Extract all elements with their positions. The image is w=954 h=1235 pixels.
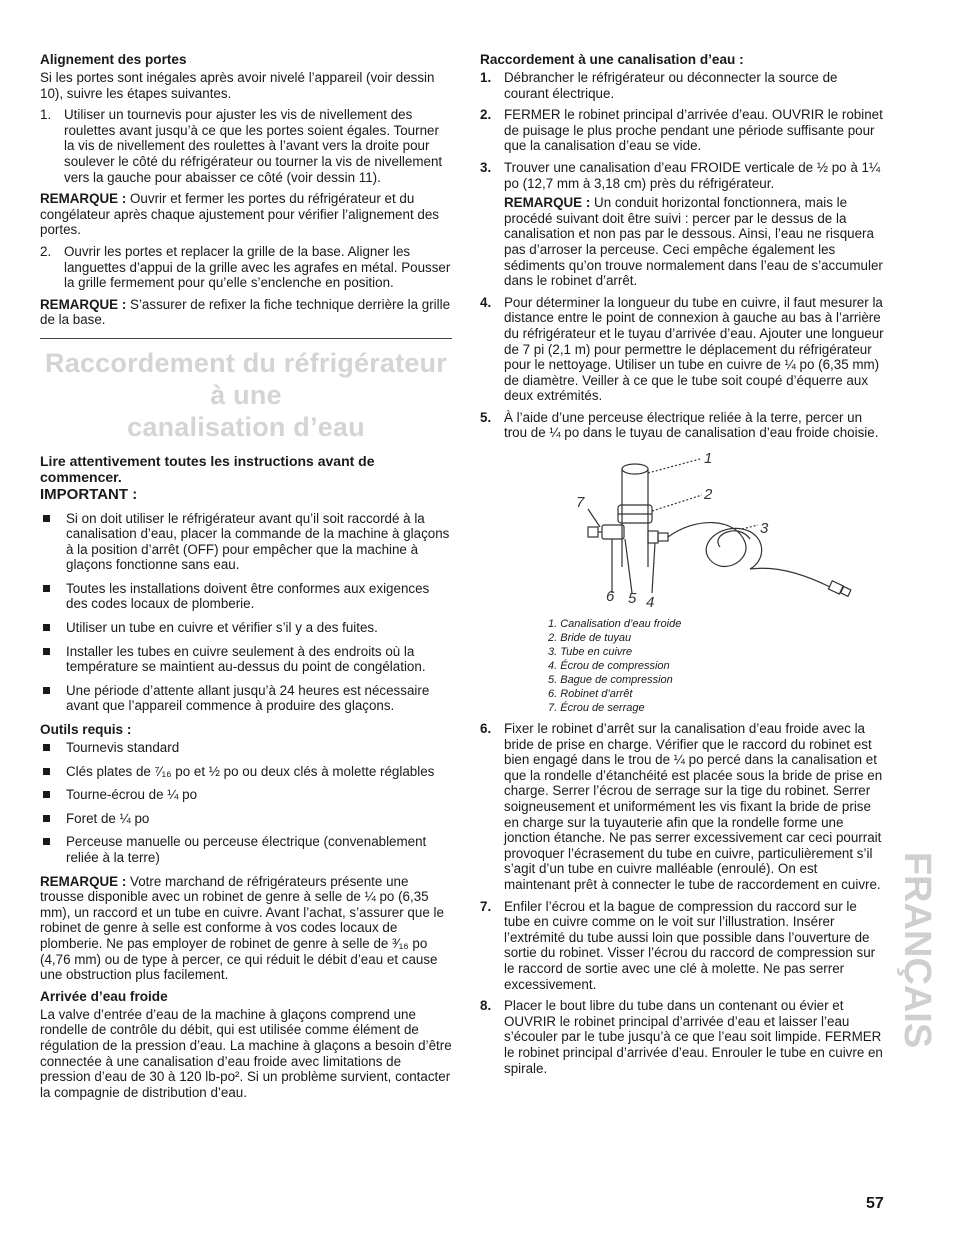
important-label: IMPORTANT : — [40, 485, 138, 503]
caption: 2. Bride de tuyau — [548, 632, 632, 645]
caption: 1. Canalisation d’eau froide — [548, 618, 682, 631]
figure-label: 1 — [704, 450, 713, 468]
alignment-steps-2 — [40, 244, 452, 291]
alignment-intro: Si les portes sont inégales après avoir nivelé l’appareil (voir dessin 10), suivre les étapes suivantes. — [40, 70, 435, 101]
list-item: 3. Trouver une canalisation d’eau FROIDE verticale de ½ po à 1¼ po (12,7 mm à 3,18 cm) près du réfrigérateur. REMARQUE : Un conduit horizontal fonctionnera, mais le procédé suivant doit être suivi : percer par le dessus de la canalisation et non pas par le dessous. Ainsi, l’eau ne risquera pas d’arroser la perceuse. Ceci empêche également les sédiments qu’on trouve normalement dans l’eau de s’accumuler dans le robinet d’arrêt. — [480, 159, 883, 289]
caption: 6. Robinet d’arrêt — [548, 688, 633, 701]
list-item: Installer les tubes en cuivre seulement à des endroits où la température se maintient au-dessus du point de congélation. — [40, 644, 452, 675]
alignment-steps — [40, 107, 452, 185]
side-tab-text: FRANÇAIS — [895, 851, 938, 1049]
important-list — [40, 511, 452, 715]
list-item: 1. Débrancher le réfrigérateur ou déconnecter la source de courant électrique. — [480, 70, 838, 101]
connection-steps-2 — [480, 721, 884, 1076]
list-item: 1. Utiliser un tournevis pour ajuster les vis de nivellement des roulettes avant jusqu’à ce que les portes soient égales. Tourner la vis de nivellement des roulettes à l’avant vers la droite pour soulever le côté du réfrigérateur ou tourner la vis de nivellement vers la gauche pour abaisser ce côté (voir dessin 11). — [40, 107, 443, 185]
list-item: 6. Fixer le robinet d’arrêt sur la canalisation d’eau froide avec la bride de prise en charge. Vérifier que le raccord du robinet est bien engagé dans le trou de ¼ po percé dans la canalisation et que la rondelle d’étanchéité est placée sous la bride de prise en charge. Serrer l’écrou de serrage sur la tige du robinet. Serrer soigneusement et uniformément les vis fixant la bride de prise en charge sur la tuyauterie afin que la rondelle forme une jonction étanche. Ne pas serrer excessivement car ceci pourrait provoquer l’écrasement du tube en cuivre, particulièrement s’il s’agit d’un tube en cuivre malléable (enroulé). On est maintenant prêt à connecter le tube de raccordement en cuivre. — [480, 721, 883, 892]
list-item: 5. À l’aide d’une perceuse électrique reliée à la terre, percer un trou de ¼ po dans le tuyau de canalisation d’eau froide choisie. — [480, 409, 879, 441]
tools-heading: Outils requis : — [40, 722, 132, 738]
list-item: Clés plates de ⁷⁄₁₆ po et ½ po ou deux clés à molette réglables — [40, 764, 452, 780]
note-paragraph: REMARQUE : Votre marchand de réfrigérateurs présente une trousse disponible avec un robinet de genre à selle de ¼ po (6,35 mm), un raccord et un tube en cuivre. Avant l’achat, s’assurer que le robinet de genre à selle est conforme à vos codes locaux de plomberie. Ne pas employer de robinet de genre à selle de ³⁄₁₆ po (4,76 mm) ou de type à percer, ce qui réduit le débit d’eau et cause une obstruction plus facilement. — [40, 873, 444, 983]
alignment-heading: Alignement des portes — [40, 52, 187, 67]
list-item: Utiliser un tube en cuivre et vérifier s’il y a des fuites. — [40, 620, 452, 636]
list-item: 4. Pour déterminer la longueur du tube en cuivre, il faut mesurer la distance entre le point de connexion à gauche au bas à l’arrière du réfrigérateur et le tuyau d’arrivée d’eau. Ajouter une longueur de 7 pi (2,1 m) pour permettre le déplacement du réfrigérateur pour le nettoyage. Utiliser un tube en cuivre de ¼ po (6,35 mm) de diamètre. Veiller à ce que le tube soit coupé d’équerre aux deux extrémités. — [480, 294, 884, 404]
left-column — [40, 52, 452, 1106]
language-side-tab — [890, 830, 940, 1070]
figure-label: 6 — [606, 588, 615, 606]
note-paragraph: REMARQUE : Un conduit horizontal fonctionnera, mais le procédé suivant doit être suivi : percer par le dessus de la canalisation et non pas par le dessous. Ainsi, l’eau ne risquera pas d’arroser la perceuse. Ceci empêche également les sédiments qu’on trouve normalement dans l’eau de s’accumuler dans le robinet d’arrêt. — [504, 195, 883, 289]
list-item: Toutes les installations doivent être conformes aux exigences des codes locaux de plomberie. — [40, 581, 452, 612]
cold-water-text: La valve d’entrée d’eau de la machine à glaçons comprend une rondelle de contrôle du débit, qui est utilisée comme élément de régulation de la pression d’eau. La machine à glaçons a besoin d’être connectée à une canalisation d’eau froide avec limitations de pression d’eau de 30 à 120 lb-po². Si un problème survient, contacter la compagnie de distribution d’eau. — [40, 1006, 452, 1100]
caption: 7. Écrou de serrage — [548, 702, 645, 715]
section-divider — [40, 338, 452, 339]
list-item: 2. FERMER le robinet principal d’arrivée d’eau. OUVRIR le robinet de puisage le plus proche pendant une période suffisante pour que la canalisation d’eau se vide. — [480, 107, 883, 154]
list-item: Une période d’attente allant jusqu’à 24 heures est nécessaire avant que l’appareil commence à produire des glaçons. — [40, 683, 452, 714]
list-item: Perceuse manuelle ou perceuse électrique (convenablement reliée à la terre) — [40, 834, 452, 865]
list-item: 2. Ouvrir les portes et replacer la grille de la base. Aligner les languettes d’appui de la grille avec les agrafes en métal. Pousser la grille fermement pour qu’elle s’enclenche en position. — [40, 243, 451, 291]
cold-water-heading: Arrivée d’eau froide — [40, 988, 168, 1004]
water-connection-illustration — [480, 447, 884, 617]
figure-label: 2 — [704, 486, 713, 504]
list-item: 7. Enfiler l’écrou et la bague de compression du raccord sur le tube en cuivre comme on le voit sur l’illustration. Insérer l’extrémité du tube aussi loin que possible dans l’ouverture de sortie du robinet. Visser l’écrou du raccord de compression sur le raccord de sortie avec une clé à molette. Ne pas serrer excessivement. — [480, 898, 876, 992]
list-item: Tournevis standard — [40, 740, 452, 756]
caption: 3. Tube en cuivre — [548, 646, 633, 659]
connection-steps — [480, 70, 884, 441]
page-number: 57 — [866, 1195, 884, 1212]
note-paragraph: REMARQUE : S’assurer de refixer la fiche technique derrière la grille de la base. — [40, 296, 451, 328]
read-instructions: Lire attentivement toutes les instructions avant de commencer. — [40, 452, 375, 485]
caption: 4. Écrou de compression — [548, 660, 670, 673]
right-column — [480, 52, 884, 1082]
note-paragraph: REMARQUE : Ouvrir et fermer les portes du réfrigérateur et du congélateur après chaque ajustement pour vérifier l’alignement des portes. — [40, 191, 439, 238]
caption: 5. Bague de compression — [548, 674, 673, 687]
figure-label: 4 — [646, 594, 655, 612]
figure-label: 7 — [576, 494, 585, 512]
figure-label: 5 — [628, 590, 637, 608]
figure-captions — [548, 617, 884, 715]
figure-label: 3 — [760, 520, 769, 538]
section-title: Raccordement du réfrigérateur à une canalisation d’eau — [45, 347, 447, 442]
tools-list — [40, 740, 452, 866]
connection-heading: Raccordement à une canalisation d’eau : — [480, 52, 744, 67]
illustration-svg — [480, 447, 884, 617]
list-item: Si on doit utiliser le réfrigérateur avant qu’il soit raccordé à la canalisation d’eau, placer la commande de la machine à glaçons à la position d’arrêt (OFF) pour empêcher que la machine à glaçons fonctionne sans eau. — [40, 511, 452, 573]
list-item: Foret de ¼ po — [40, 811, 452, 827]
list-item: 8. Placer le bout libre du tube dans un contenant ou évier et OUVRIR le robinet principal d’arrivée d’eau et laisser l’eau s’écouler par le tube jusqu’à ce que l’eau soit limpide. FERMER le robinet principal d’arrivée d’eau. Enrouler le tube en cuivre en spirale. — [480, 998, 883, 1076]
list-item: Tourne-écrou de ¼ po — [40, 787, 452, 803]
